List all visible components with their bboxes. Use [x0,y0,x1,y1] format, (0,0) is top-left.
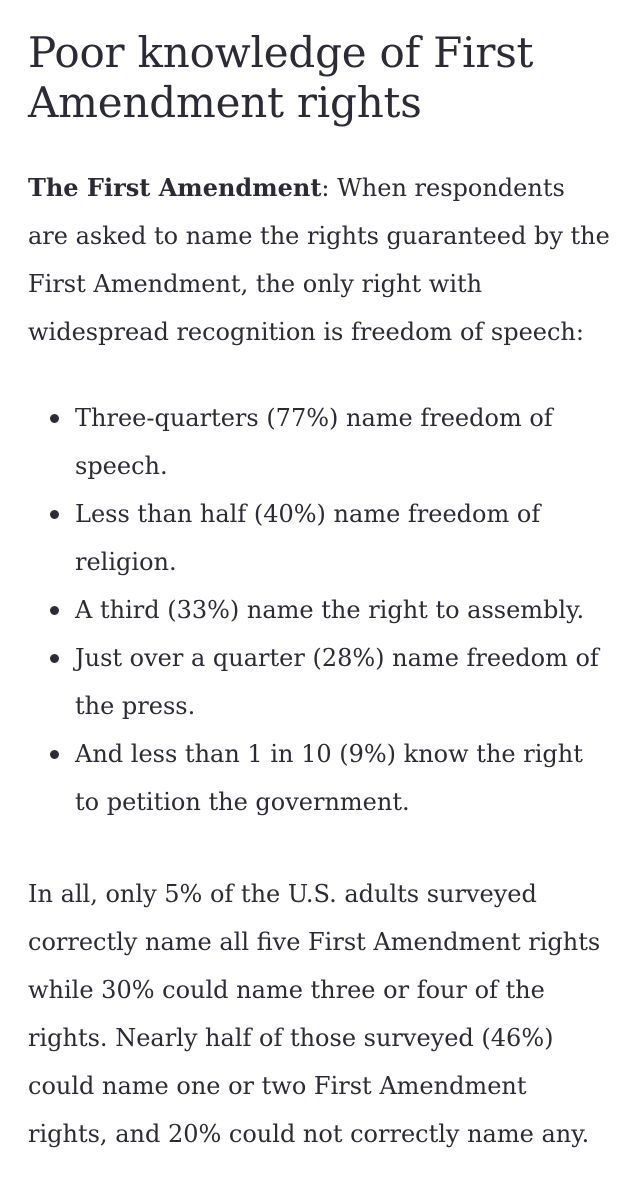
list-item-text: Just over a quarter (28%) name freedom of the press. [75,644,599,720]
bullet-icon [50,414,59,423]
rights-list [28,394,612,826]
bullet-icon [50,750,59,759]
list-item-text: And less than 1 in 10 (9%) know the right to petition the government. [75,740,583,816]
article-title: Poor knowledge of First Amendment rights [28,28,534,127]
bullet-icon [50,606,59,615]
list-item [28,394,612,490]
list-item [28,730,612,826]
bullet-icon [50,654,59,663]
list-item-text: A third (33%) name the right to assembly. [75,596,585,624]
intro-text: : When respondents are asked to name the rights guaranteed by the First Amendment, the only right with widespread recognition is freedom of speech: [28,174,610,346]
list-item-text: Three-quarters (77%) name freedom of speech. [75,404,553,480]
summary-paragraph: In all, only 5% of the U.S. adults surveyed correctly name all five First Amendment rights while 30% could name three or four of the rights. Nearly half of those surveyed (46%) could name one or two First Amendment rights, and 20% could not correctly name any. [28,880,601,1148]
list-item [28,586,612,634]
list-item [28,490,612,586]
bullet-icon [50,510,59,519]
intro-paragraph [28,164,612,356]
list-item [28,634,612,730]
list-item-text: Less than half (40%) name freedom of religion. [75,500,541,576]
intro-bold-lead: The First Amendment [28,173,322,202]
